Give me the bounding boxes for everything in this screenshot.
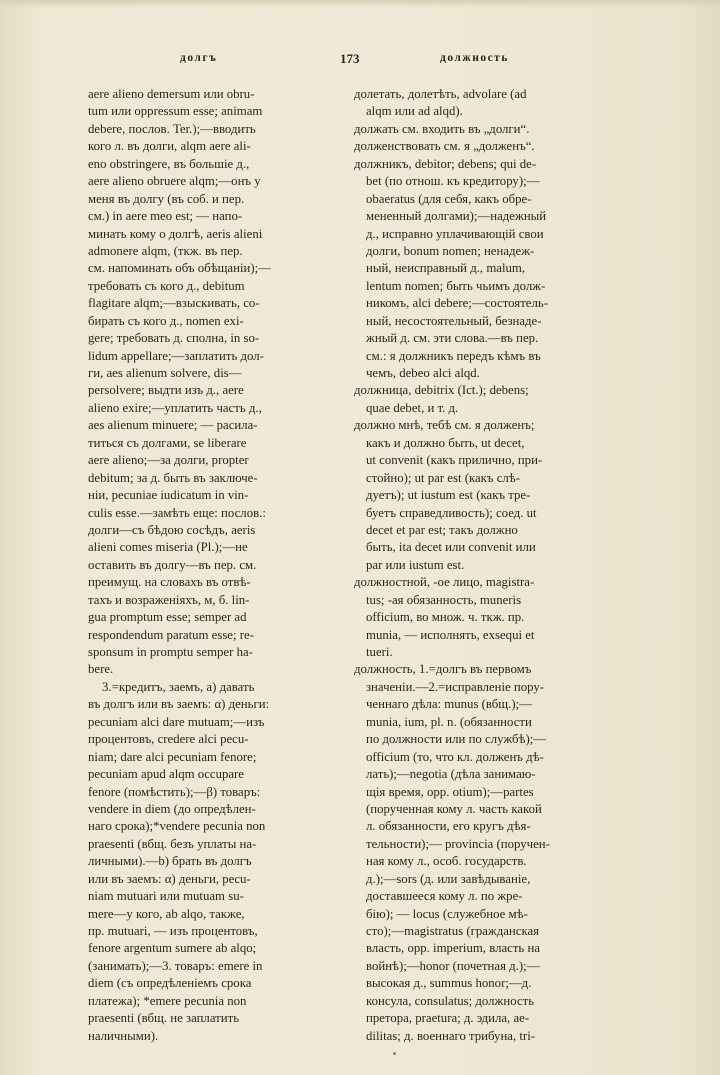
right-column-line: bet (по отнош. къ кредитору);— [366, 174, 540, 189]
right-column-line: долетать, долетѣть, advolare (ad [354, 87, 527, 101]
left-column-line: fenore (помѣстить);—β) товаръ: [88, 784, 261, 799]
right-column-line: munia, ium, pl. n. (обязанности [366, 714, 532, 729]
right-column-line: претора, praetura; д. эдила, ae- [366, 1011, 530, 1026]
right-text-column [354, 86, 638, 1045]
right-column-line: tus; -ая обязанность, muneris [366, 592, 522, 607]
left-column-line: aes alienum minuere; — расила- [88, 418, 258, 433]
right-column-line: dilitas; д. военнаго трибуна, tri- [366, 1028, 536, 1043]
left-column-line: 3.=кредитъ, заемъ, a) давать [102, 679, 255, 694]
right-column-line: чемъ, debeo alci alqd. [366, 366, 480, 380]
left-column-line: въ долгъ или въ заемъ: α) деньги: [88, 697, 270, 712]
right-column-line: быть, ita decet или convenit или [366, 540, 536, 555]
left-column-line: gere; требовать д. сполна, in so- [88, 331, 260, 346]
left-column-line: пр. mutuari, — изъ процентовъ, [88, 924, 258, 938]
right-column-line: lentum nomen; быть чьимъ долж- [366, 278, 546, 293]
right-column-line: decet et par est; такъ должно [366, 522, 518, 537]
left-column-line: титься съ долгами, se liberare [88, 435, 247, 450]
left-column-line: aere alieno;—за долги, propter [88, 453, 249, 468]
right-column-line: ный, несостоятельный, безнаде- [366, 313, 542, 328]
right-column-line: доставшееся кому л. по жре- [366, 889, 523, 904]
right-column-line: сто);—magistratus (гражданская [366, 924, 540, 938]
left-column-line: см.) in aere meo est; — напо- [88, 209, 243, 224]
left-column-line: respondendum paratum esse; re- [88, 627, 254, 642]
left-column-line: преимущ. на словахъ въ отвѣ- [88, 575, 251, 590]
left-column-line: praesenti (вбщ. безъ уплаты на- [88, 836, 257, 851]
left-column-line: ніи, pecuniae iudicatum in vin- [88, 488, 249, 503]
right-column-line: тельности);— provincia (поручен- [366, 836, 550, 851]
right-column-line: лать);—negotia (дѣла занимаю- [366, 767, 536, 782]
left-column-line: pecuniam apud alqm occupare [88, 767, 244, 782]
right-column-line: obaeratus (для себя, какъ обре- [366, 191, 532, 206]
left-column-line: минать кому о долгѣ, aeris alieni [88, 226, 263, 241]
left-column-line: bere. [88, 662, 114, 677]
left-column-line: alieni comes miseria (Pl.);—не [88, 540, 248, 555]
left-column-line: pecuniam alci dare mutuam;—изъ [88, 714, 265, 729]
right-column-line: ut convenit (какъ прилично, при- [366, 453, 543, 468]
left-column-line: gua promptum esse; semper ad [88, 610, 247, 625]
right-column-line: officium, во множ. ч. ткж. пр. [366, 610, 525, 625]
left-column-line: lidum appellare;—заплатить дол- [88, 348, 264, 363]
right-column-line: консула, consulatus; должность [366, 993, 535, 1008]
left-column-line: flagitare alqm;—взыскивать, со- [88, 296, 260, 311]
right-column-line: какъ и должно быть, ut decet, [366, 435, 525, 450]
right-column-line: должно мнѣ, тебѣ см. я долженъ; [354, 418, 535, 433]
left-text-column [88, 86, 360, 1045]
right-column-line: ная кому л., особ. государств. [366, 854, 527, 869]
left-column-line: см. напоминать объ обѣщаніи);— [88, 261, 271, 276]
left-column-line: debitum; за д. быть въ заключе- [88, 470, 258, 485]
right-column-line: войнѣ);—honor (почетная д.);— [366, 958, 540, 973]
right-column-line: par или iustum est. [366, 557, 465, 572]
right-column-line: ченнаго дѣла: munus (вбщ.);— [366, 697, 532, 712]
right-column-line: officium (то, что кл. долженъ дѣ- [366, 749, 544, 764]
right-column-line: высокая д., summus honor;—д. [366, 976, 532, 991]
left-column-line: niam mutuari или mutuam su- [88, 889, 244, 904]
right-column-line: должность, 1.=долгъ въ первомъ [354, 662, 532, 677]
header-right-guide-word: должность [440, 52, 509, 64]
right-column-line: никомъ, alci debere;—состоятель- [366, 296, 548, 311]
left-column-line: наличными). [88, 1028, 159, 1043]
right-column-line: буетъ справедливость); соед. ut [366, 505, 537, 520]
right-column-line: должностной, -ое лицо, magistra- [354, 575, 535, 590]
paper-speck [393, 1052, 396, 1055]
left-column-line: admonere alqm, (ткж. въ пер. [88, 243, 243, 258]
left-column-line: меня въ долгу (въ соб. и пер. [88, 191, 245, 206]
left-column-line: debere, послов. Ter.);—вводить [88, 121, 256, 136]
left-column-line: ги, aes alienum solvere, dis— [88, 366, 242, 380]
right-column-line: должница, debitrix (Ict.); debens; [354, 383, 529, 398]
right-column-line: мененный долгами);—надежный [366, 209, 547, 224]
right-column-line: стойно); ut par est (какъ слѣ- [366, 470, 520, 485]
left-column-line: долги—съ бѣдою сосѣдъ, aeris [88, 522, 256, 537]
right-column-line: по должности или по службѣ);— [366, 732, 547, 747]
page-top-edge [0, 0, 720, 8]
left-column-line: praesenti (вбщ. не заплатить [88, 1011, 240, 1026]
left-column-line: или въ заемъ: α) деньги, pecu- [88, 871, 251, 886]
right-column-line: значеніи.—2.=исправленіе пору- [366, 679, 545, 694]
left-column-line: личными).—b) брать въ долгъ [88, 854, 252, 869]
right-column-line: alqm или ad alqd). [366, 104, 463, 119]
left-column-line: eno obstringere, въ большіе д., [88, 156, 250, 171]
right-column-line: quae debet, и т. д. [366, 400, 459, 415]
left-column-line: diem (съ опредѣленіемъ срока [88, 976, 252, 991]
left-column-line: тахъ и возраженіяхъ, м, б. lin- [88, 592, 250, 607]
right-column-line: д., исправно уплачивающій свои [366, 226, 544, 241]
right-column-line: щія время, орр. otium);—partes [366, 784, 534, 799]
right-column-line: жный д. см. эти слова.—въ пер. [366, 331, 539, 346]
right-column-line: должать см. входить въ „долги“. [354, 121, 530, 136]
left-column-line: vendere in diem (до опредѣлен- [88, 801, 256, 816]
right-column-line: (порученная кому л. часть какой [366, 801, 542, 816]
right-column-line: долги, bonum nomen; ненадеж- [366, 243, 535, 258]
left-column-line: fenore argentum sumere ab alqo; [88, 941, 257, 956]
left-column-line: culis esse.—замѣть еще: послов.: [88, 505, 266, 520]
left-column-line: aere alieno obruere alqm;—онъ у [88, 174, 261, 189]
left-column-line: alieno exire;—уплатить часть д., [88, 400, 262, 415]
left-column-line: mere—у кого, ab alqo, также, [88, 906, 245, 921]
left-column-line: бирать съ кого д., nomen exi- [88, 313, 244, 328]
right-column-line: ный, неисправный д., malum, [366, 261, 526, 276]
left-column-line: требовать съ кого д., debitum [88, 278, 245, 293]
left-column-line: кого л. въ долги, alqm aere ali- [88, 139, 251, 154]
left-column-line: платежа); *emere pecunia non [88, 993, 247, 1008]
header-left-guide-word: долгъ [180, 52, 218, 64]
left-column-line: niam; dare alci pecuniam fenore; [88, 749, 257, 764]
right-column-line: бію); — locus (служебное мѣ- [366, 906, 528, 921]
left-column-line: aere alieno demersum или obru- [88, 87, 255, 101]
left-column-line: tum или oppressum esse; animam [88, 104, 263, 119]
right-column-line: л. обязанности, его кругъ дѣя- [366, 819, 531, 834]
right-column-line: власть, орр. imperium, власть на [366, 941, 540, 956]
left-column-line: (занимать);—3. товаръ: emere in [88, 958, 263, 973]
page-number: 173 [340, 51, 360, 66]
left-column-line: оставить въ долгу—въ пер. см. [88, 557, 257, 572]
right-column-line: munia, — исполнять, exsequi et [366, 627, 535, 642]
right-column-line: должникъ, debitor; debens; qui de- [354, 156, 537, 171]
left-column-line: sponsum in promptu semper ha- [88, 645, 253, 659]
left-column-line: процентовъ, credere alci pecu- [88, 732, 249, 747]
right-column-line: долженствовать см. я „долженъ“. [354, 139, 535, 154]
left-column-line: наго срока);*vendere pecunia non [88, 819, 266, 834]
running-header [88, 52, 538, 72]
right-column-line: tueri. [366, 645, 393, 659]
right-column-line: дуетъ); ut iustum est (какъ тре- [366, 488, 531, 503]
right-column-line: д.);—sors (д. или завѣдываніе, [366, 871, 531, 886]
left-column-line: persolvere; выдти изъ д., aere [88, 383, 244, 398]
right-column-line: см.: я должникъ передъ кѣмъ въ [366, 348, 541, 363]
